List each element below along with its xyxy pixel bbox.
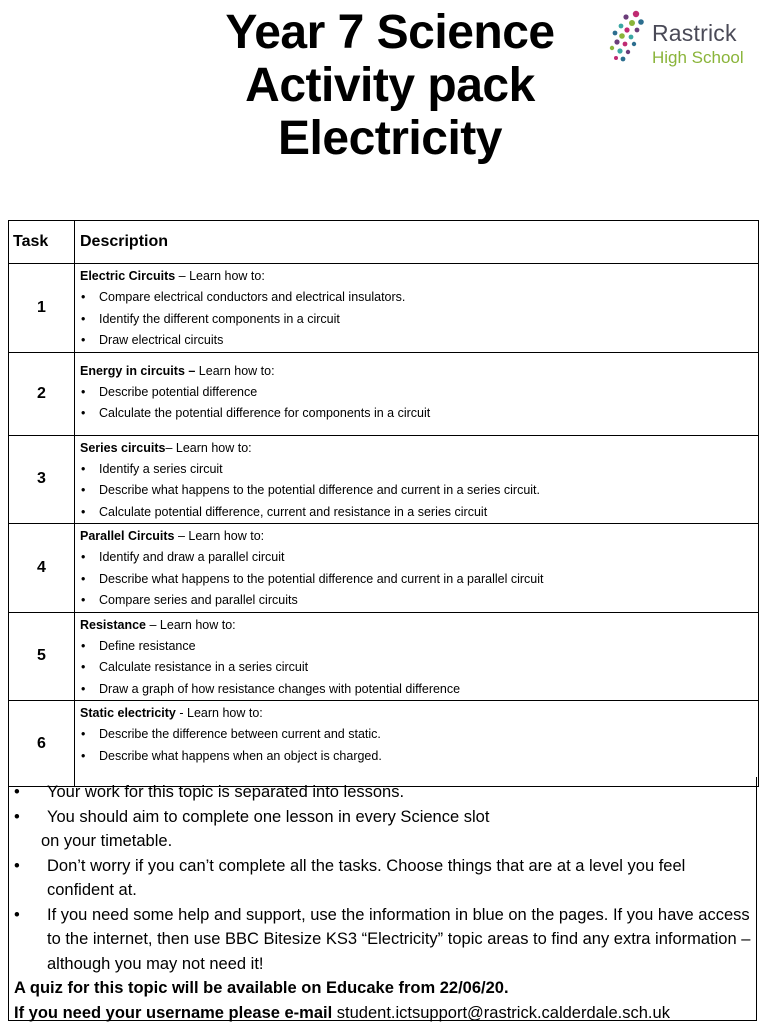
- task-number: 6: [9, 701, 75, 787]
- task-title: Parallel Circuits: [80, 529, 175, 543]
- title-line-2: Activity pack: [170, 59, 610, 112]
- task-intro: – Learn how to:: [175, 269, 265, 283]
- task-intro: - Learn how to:: [176, 706, 263, 720]
- table-row: [9, 264, 759, 353]
- instruction-text: If you need some help and support, use the information in blue on the pages. If you have access to the internet, then use BBC Bitesize KS3 “Electricity” topic areas to find any extra information – although you may not need it!: [47, 906, 750, 973]
- table-row: [9, 701, 759, 787]
- task-description: [75, 524, 759, 613]
- table-header-row: [9, 221, 759, 264]
- task-bullet: • Calculate resistance in a series circuit: [80, 657, 758, 679]
- task-number: 5: [9, 612, 75, 701]
- instruction-text: You should aim to complete one lesson in every Science slot: [47, 808, 489, 826]
- task-bullet: • Identify the different components in a circuit: [80, 309, 758, 331]
- task-number: 3: [9, 435, 75, 524]
- task-title: Series circuits: [80, 441, 165, 455]
- task-bullet: • Identify and draw a parallel circuit: [80, 547, 758, 569]
- task-title: Electric Circuits: [80, 269, 175, 283]
- task-bullet: • Draw a graph of how resistance changes with potential difference: [80, 679, 758, 701]
- support-email[interactable]: student.ictsupport@rastrick.calderdale.sch.uk: [337, 1004, 670, 1022]
- task-description: [75, 264, 759, 353]
- task-intro: Learn how to:: [195, 364, 274, 378]
- task-description: [75, 701, 759, 787]
- task-bullet: • Compare electrical conductors and electrical insulators.: [80, 287, 758, 309]
- instructions-box: [8, 777, 757, 1021]
- task-number: 1: [9, 264, 75, 353]
- quiz-text: A quiz for this topic will be available on Educake from 22/06/20.: [14, 979, 509, 997]
- task-description: [75, 352, 759, 435]
- username-notice: [14, 1001, 752, 1025]
- task-title: Static electricity: [80, 706, 176, 720]
- task-bullet: • Draw electrical circuits: [80, 330, 758, 352]
- task-bullet: • Compare series and parallel circuits: [80, 590, 758, 612]
- task-title: Resistance: [80, 618, 146, 632]
- task-table: [8, 220, 759, 787]
- table-row: [9, 352, 759, 435]
- task-intro: – Learn how to:: [165, 441, 251, 455]
- task-bullet: • Describe the difference between current and static.: [80, 724, 758, 746]
- instruction-item: [14, 780, 752, 805]
- task-description: [75, 435, 759, 524]
- logo-name: Rastrick: [652, 20, 737, 47]
- header-description: Description: [75, 221, 759, 264]
- task-bullet: • Describe what happens when an object is charged.: [80, 746, 758, 768]
- task-title: Energy in circuits –: [80, 364, 195, 378]
- logo-dots-icon: [608, 8, 652, 68]
- task-bullet: • Describe what happens to the potential difference and current in a series circuit.: [80, 480, 758, 502]
- task-bullet: • Describe what happens to the potential difference and current in a parallel circuit: [80, 569, 758, 591]
- instruction-continuation: on your timetable.: [41, 829, 752, 854]
- instruction-text: Don’t worry if you can’t complete all the tasks. Choose things that are at a level you feel confident at.: [47, 857, 685, 900]
- task-bullet: • Identify a series circuit: [80, 459, 758, 481]
- task-bullet: • Describe potential difference: [80, 382, 758, 404]
- username-label: If you need your username please e-mail: [14, 1004, 332, 1022]
- school-logo: [608, 8, 763, 68]
- task-number: 4: [9, 524, 75, 613]
- quiz-notice: [14, 976, 752, 1001]
- instruction-item: [14, 903, 752, 977]
- table-row: [9, 524, 759, 613]
- table-row: [9, 435, 759, 524]
- task-number: 2: [9, 352, 75, 435]
- instruction-item: [14, 854, 752, 903]
- task-description: [75, 612, 759, 701]
- title-line-1: Year 7 Science: [170, 6, 610, 59]
- logo-subtitle: High School: [652, 48, 744, 68]
- task-intro: – Learn how to:: [146, 618, 236, 632]
- title-line-3: Electricity: [170, 112, 610, 165]
- instruction-item: [14, 805, 752, 854]
- task-bullet: • Calculate potential difference, current and resistance in a series circuit: [80, 502, 758, 524]
- table-row: [9, 612, 759, 701]
- instruction-text: Your work for this topic is separated into lessons.: [47, 783, 404, 801]
- header-task: Task: [9, 221, 75, 264]
- task-bullet: • Define resistance: [80, 636, 758, 658]
- task-bullet: • Calculate the potential difference for components in a circuit: [80, 403, 758, 425]
- task-intro: – Learn how to:: [175, 529, 265, 543]
- page-title: [170, 6, 610, 165]
